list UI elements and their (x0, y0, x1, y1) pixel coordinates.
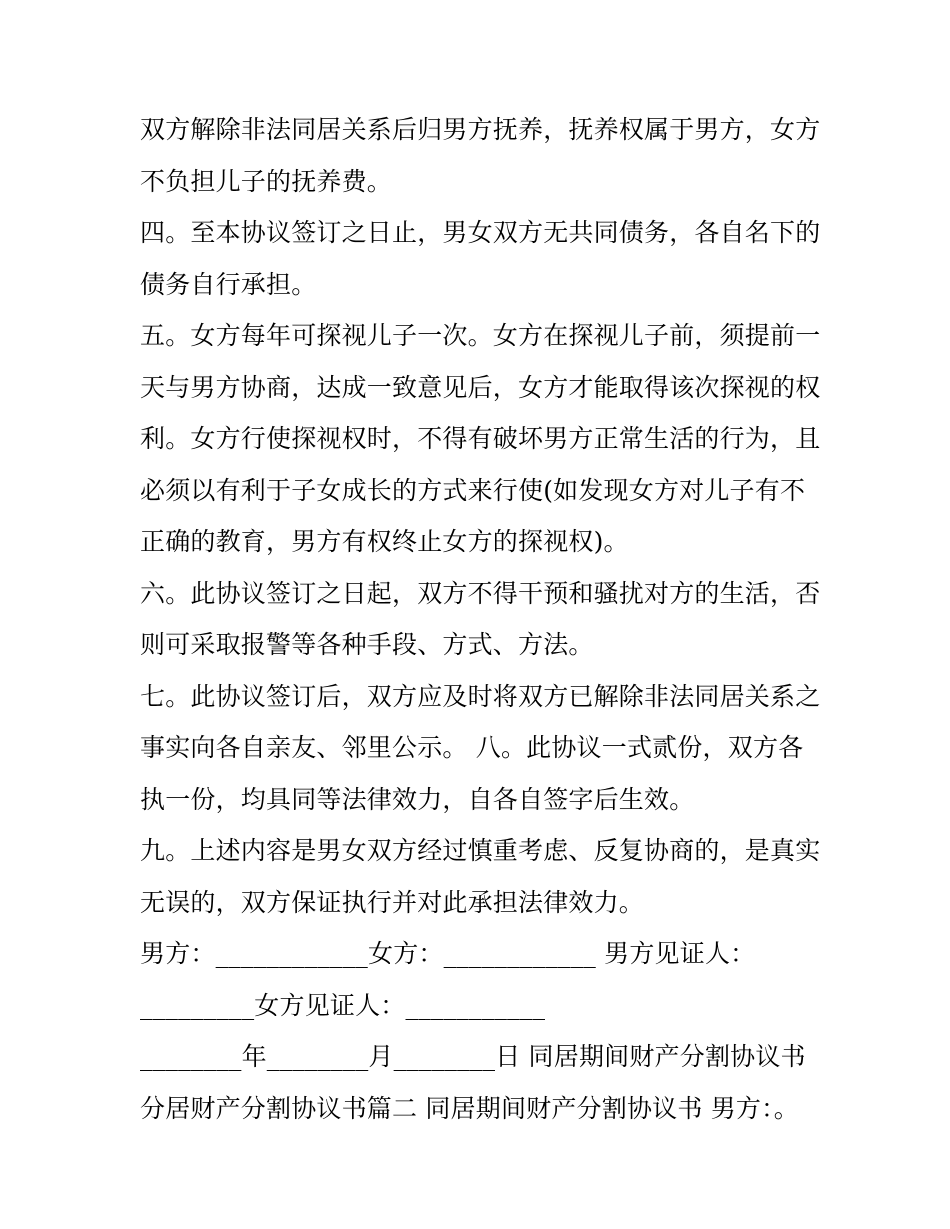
text-line: 利。女方行使探视权时，不得有破坏男方正常生活的行为，且 (140, 424, 821, 453)
text-line: 债务自行承担。 (140, 269, 317, 299)
signature-line: 男方：____________女方：____________ 男方见证人： (140, 939, 756, 968)
text-line: 双方解除非法同居关系后归男方抚养，抚养权属于男方，女方 (140, 115, 821, 144)
text-line: 九。上述内容是男女双方经过慎重考虑、反复协商的，是真实 (140, 836, 821, 865)
text-line: 天与男方协商，达成一致意见后，女方才能取得该次探视的权 (140, 372, 821, 402)
text-line: 事实向各自亲友、邻里公示。 八。此协议一式贰份，双方各 (140, 733, 804, 762)
text-line: 不负担儿子的抚养费。 (140, 166, 393, 196)
text-line: 则可采取报警等各种手段、方式、方法。 (140, 630, 594, 659)
text-line: 必须以有利于子女成长的方式来行使(如发现女方对儿子有不 (140, 475, 806, 505)
text-line: 六。此协议签订之日起，双方不得干预和骚扰对方的生活，否 (140, 578, 821, 608)
text-line: 四。至本协议签订之日止，男女双方无共同债务，各自名下的 (140, 218, 821, 247)
text-line: 无误的，双方保证执行并对此承担法律效力。 (140, 887, 645, 917)
text-line: 七。此协议签订后，双方应及时将双方已解除非法同居关系之 (140, 681, 821, 711)
text-line: 正确的教育，男方有权终止女方的探视权)。 (140, 527, 629, 556)
document-body (140, 104, 830, 1134)
witness-line: _________女方见证人：___________ (140, 990, 546, 1020)
date-line: ________年________月________日 同居期间财产分割协议书 (140, 1042, 806, 1071)
text-line: 五。女方每年可探视儿子一次。女方在探视儿子前，须提前一 (140, 321, 821, 350)
text-line: 执一份，均具同等法律效力，自各自签字后生效。 (140, 784, 695, 814)
text-line: 分居财产分割协议书篇二 同居期间财产分割协议书 男方：。 (140, 1093, 799, 1123)
